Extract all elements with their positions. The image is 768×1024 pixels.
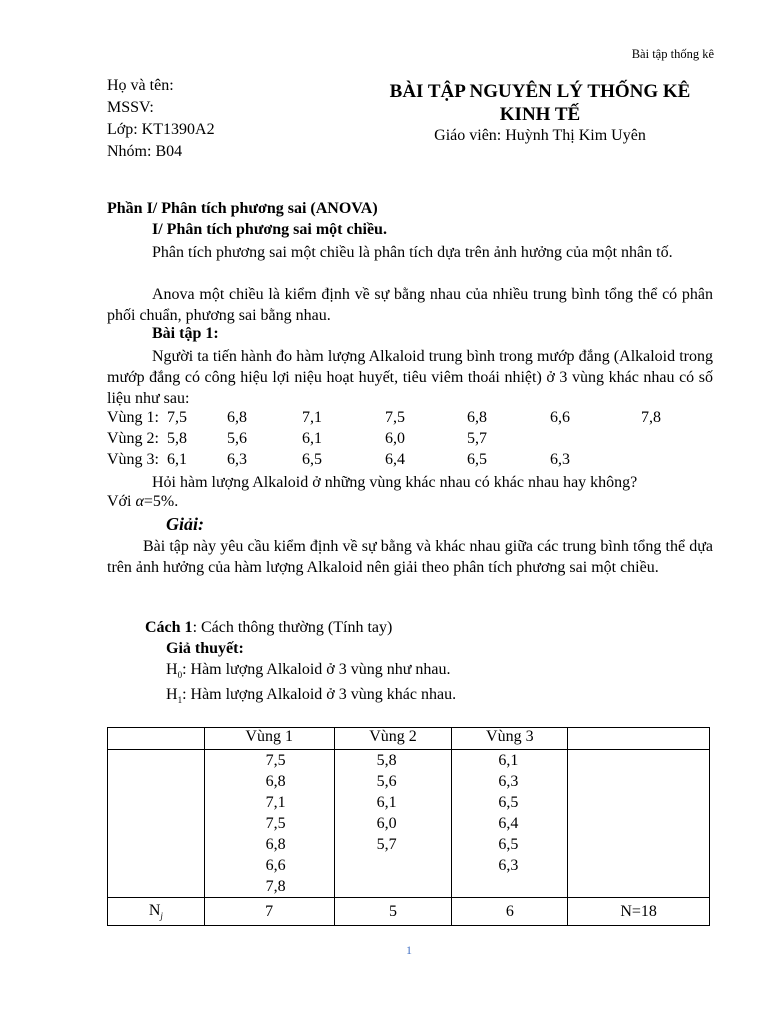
table-value: 6,1 <box>498 752 519 769</box>
table-value: 6,5 <box>498 794 519 811</box>
table-count-row <box>108 898 710 926</box>
table-value: 5,6 <box>376 773 397 790</box>
alpha-prefix: Với <box>107 493 132 510</box>
exercise-title: Bài tập 1: <box>152 325 219 342</box>
table-count: 5 <box>334 898 452 926</box>
solution-label: Giải: <box>166 514 204 534</box>
alpha-value: =5%. <box>143 493 179 510</box>
region-row-3 <box>107 451 727 471</box>
table-value: 6,3 <box>498 773 519 790</box>
table-value: 5,7 <box>376 836 397 853</box>
table-header-cell: Vùng 2 <box>334 728 452 750</box>
table-cell <box>568 750 710 898</box>
doc-title-line1: BÀI TẬP NGUYÊN LÝ THỐNG KÊ <box>389 81 691 102</box>
region-row-2 <box>107 430 727 450</box>
alpha-line <box>107 493 178 511</box>
method-description: : Cách thông thường (Tính tay) <box>192 619 393 636</box>
table-values-row <box>108 750 710 898</box>
table-cell-region2 <box>334 750 452 898</box>
table-header-cell <box>568 728 710 750</box>
region-label: Vùng 3: <box>107 451 159 468</box>
teacher-line: Giáo viên: Huỳnh Thị Kim Uyên <box>434 127 646 144</box>
alpha-symbol: α <box>135 493 144 510</box>
n-subscript: j <box>160 911 163 922</box>
table-header-row <box>108 728 710 750</box>
region-value: 6,1 <box>167 451 187 468</box>
table-value: 5,8 <box>376 752 397 769</box>
table-cell <box>108 750 205 898</box>
table-value: 6,6 <box>265 857 286 874</box>
h0-letter: H <box>166 661 178 678</box>
paragraph-anova: Anova một chiều là kiểm định về sự bằng nhau của nhiều trung bình tổng thể có phân phối chuẩn, phương sai bằng nhau. <box>107 286 713 324</box>
table-header-cell: Vùng 3 <box>452 728 568 750</box>
name-label: Họ và tên: <box>107 77 174 94</box>
region-row-1 <box>107 409 727 429</box>
part-heading: Phần I/ Phân tích phương sai (ANOVA) <box>107 200 378 217</box>
mssv-label: MSSV: <box>107 99 154 116</box>
region-value: 5,7 <box>467 430 487 447</box>
section-heading: I/ Phân tích phương sai một chiều. <box>152 221 387 238</box>
region-value: 6,5 <box>302 451 322 468</box>
hypothesis-h0 <box>166 661 451 680</box>
doc-title-line2: KINH TẾ <box>499 104 581 125</box>
table-header-cell: Vùng 1 <box>204 728 334 750</box>
solution-text: Bài tập này yêu cầu kiểm định về sự bằng và khác nhau giữa các trung bình tổng thể dựa trên ảnh hưởng của hàm lượng Alkaloid nên giải theo phân tích phương sai một chiều. <box>107 538 713 576</box>
page-number: 1 <box>406 943 412 957</box>
region-value: 5,6 <box>227 430 247 447</box>
table-cell-region1 <box>204 750 334 898</box>
region-value: 7,1 <box>302 409 322 426</box>
method-label: Cách 1 <box>145 619 193 636</box>
method-line <box>145 619 392 637</box>
region-value: 7,8 <box>641 409 661 426</box>
table-count: 6 <box>452 898 568 926</box>
question-text: Hỏi hàm lượng Alkaloid ở những vùng khác nhau có khác nhau hay không? <box>152 474 638 491</box>
table-count: 7 <box>204 898 334 926</box>
table-value: 6,3 <box>498 857 519 874</box>
table-value: 7,1 <box>265 794 286 811</box>
region-value: 6,8 <box>227 409 247 426</box>
table-value: 6,0 <box>376 815 397 832</box>
hypothesis-label: Giả thuyết: <box>166 640 244 657</box>
class-line: Lớp: KT1390A2 <box>107 121 215 138</box>
running-header: Bài tập thống kê <box>631 47 714 61</box>
region-value: 6,8 <box>467 409 487 426</box>
h0-text: : Hàm lượng Alkaloid ở 3 vùng như nhau. <box>182 661 451 678</box>
table-header-cell <box>108 728 205 750</box>
table-cell-region3 <box>452 750 568 898</box>
table-count-label <box>108 898 205 926</box>
table-value: 6,4 <box>498 815 519 832</box>
table-value: 6,5 <box>498 836 519 853</box>
region-value: 7,5 <box>167 409 187 426</box>
region-label: Vùng 1: <box>107 409 159 426</box>
exercise-text: Người ta tiến hành đo hàm lượng Alkaloid trung bình trong mướp đắng (Alkaloid trong mướp đắng có công hiệu lợi niệu hoạt huyết, tiêu viêm thoái nhiệt) ở 3 vùng khác nhau có số liệu như sau: <box>107 348 713 407</box>
hypothesis-h1 <box>166 686 456 705</box>
table-value: 7,5 <box>265 752 286 769</box>
student-info <box>107 75 215 163</box>
group-line: Nhóm: B04 <box>107 143 183 160</box>
table-value: 7,8 <box>265 878 286 895</box>
table-total: N=18 <box>568 898 710 926</box>
region-value: 6,3 <box>227 451 247 468</box>
table-value: 6,8 <box>265 836 286 853</box>
region-value: 6,0 <box>385 430 405 447</box>
h1-letter: H <box>166 686 178 703</box>
table-value: 6,1 <box>376 794 397 811</box>
region-value: 6,3 <box>550 451 570 468</box>
paragraph-definition: Phân tích phương sai một chiều là phân tích dựa trên ảnh hưởng của một nhân tố. <box>152 244 673 261</box>
table-value: 6,8 <box>265 773 286 790</box>
region-value: 6,6 <box>550 409 570 426</box>
data-table <box>107 727 710 926</box>
region-value: 6,4 <box>385 451 405 468</box>
n-letter: N <box>148 901 161 919</box>
region-label: Vùng 2: <box>107 430 159 447</box>
region-value: 6,1 <box>302 430 322 447</box>
region-value: 7,5 <box>385 409 405 426</box>
table-value: 7,5 <box>265 815 286 832</box>
h1-text: : Hàm lượng Alkaloid ở 3 vùng khác nhau. <box>182 686 457 703</box>
region-value: 6,5 <box>467 451 487 468</box>
h0-subscript: 0 <box>177 670 183 681</box>
h1-subscript: 1 <box>177 695 183 706</box>
region-value: 5,8 <box>167 430 187 447</box>
